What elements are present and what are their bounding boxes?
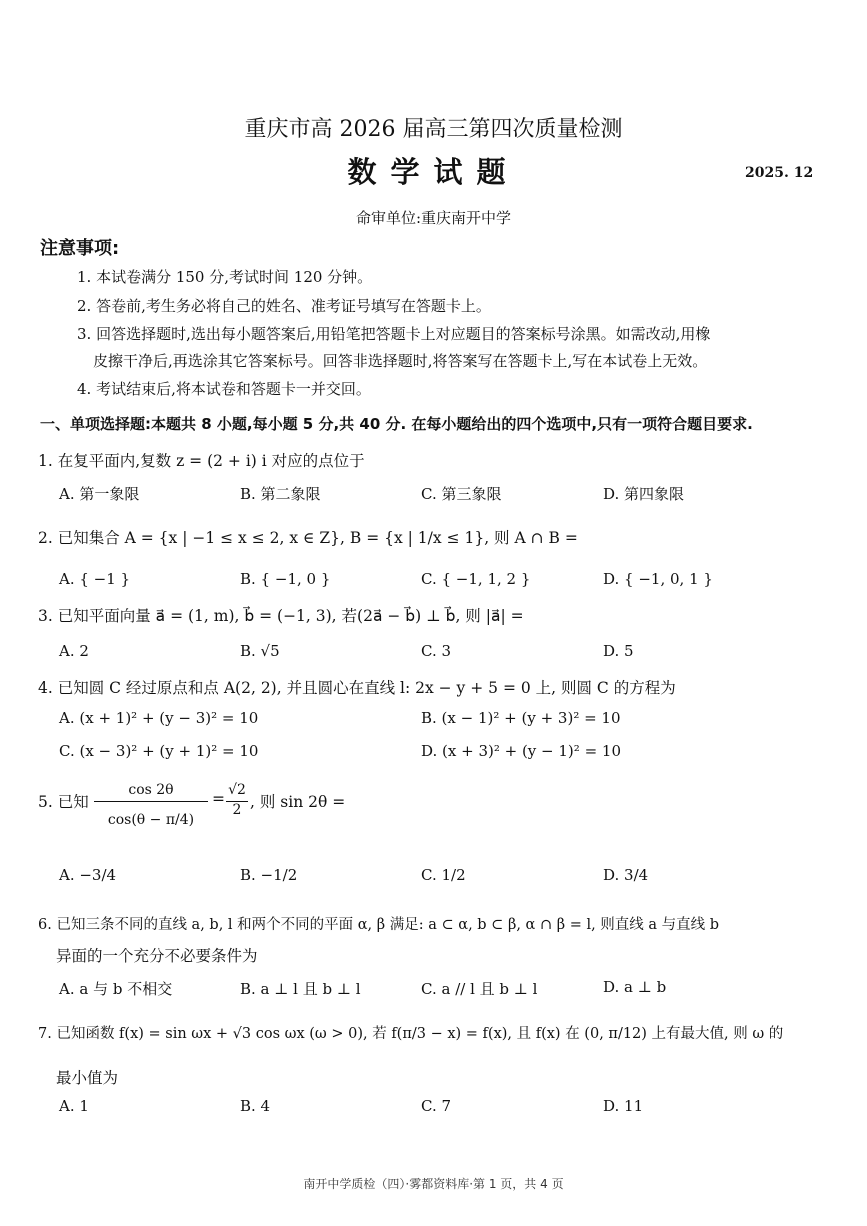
q5-rhs-numerator: √2	[228, 782, 246, 798]
q5-option-c: C. 1/2	[421, 866, 466, 884]
q1-option-d: D. 第四象限	[603, 485, 685, 503]
notice-item: 4. 考试结束后,将本试卷和答题卡一并交回。	[77, 380, 371, 398]
q2-option-b: B. { −1, 0 }	[240, 570, 331, 588]
q5-fraction-numerator: cos 2θ	[128, 782, 174, 798]
notice-item: 2. 答卷前,考生务必将自己的姓名、准考证号填写在答题卡上。	[77, 297, 491, 315]
question-7-stem: 7. 已知函数 f(x) = sin ωx + √3 cos ωx (ω > 0), 若 f(π/3 − x) = f(x), 且 f(x) 在 (0, π/12) 上有最大值, 则 ω 的	[38, 1026, 784, 1042]
q7-option-a: A. 1	[59, 1097, 89, 1115]
subject-title: 数学试题	[347, 155, 520, 189]
q4-option-a: A. (x + 1)² + (y − 3)² = 10	[59, 709, 259, 727]
question-6-stem-continued: 异面的一个充分不必要条件为	[56, 947, 258, 965]
notice-item: 1. 本试卷满分 150 分,考试时间 120 分钟。	[77, 268, 373, 286]
q4-option-d: D. (x + 3)² + (y − 1)² = 10	[421, 742, 621, 760]
q4-option-b: B. (x − 1)² + (y + 3)² = 10	[421, 709, 621, 727]
q5-rhs-denominator: 2	[232, 802, 242, 818]
q3-option-c: C. 3	[421, 642, 452, 660]
question-2-stem: 2. 已知集合 A = {x | −1 ≤ x ≤ 2, x ∈ Z}, B = {x | 1/x ≤ 1}, 则 A ∩ B =	[38, 529, 578, 547]
q5-option-a: A. −3/4	[59, 866, 117, 884]
q5-fraction-denominator: cos(θ − π/4)	[107, 812, 195, 828]
q5-option-d: D. 3/4	[603, 866, 649, 884]
q4-option-c: C. (x − 3)² + (y + 1)² = 10	[59, 742, 259, 760]
q2-option-a: A. { −1 }	[59, 570, 131, 588]
q3-option-b: B. √5	[240, 642, 280, 660]
question-1-stem: 1. 在复平面内,复数 z = (2 + i) i 对应的点位于	[38, 452, 365, 470]
q2-option-d: D. { −1, 0, 1 }	[603, 570, 713, 588]
question-6-stem: 6. 已知三条不同的直线 a, b, l 和两个不同的平面 α, β 满足: a ⊂ α, b ⊂ β, α ∩ β = l, 则直线 a 与直线 b	[38, 917, 720, 933]
setting-unit: 命审单位:重庆南开中学	[355, 209, 512, 227]
q7-option-d: D. 11	[603, 1097, 644, 1115]
notice-item-continued: 皮擦干净后,再选涂其它答案标号。回答非选择题时,将答案写在答题卡上,写在本试卷上无效。	[93, 352, 708, 370]
q5-suffix: , 则 sin 2θ =	[250, 793, 346, 811]
q6-option-d: D. a ⊥ b	[603, 978, 667, 996]
q3-option-d: D. 5	[603, 642, 634, 660]
q5-fraction-bar	[94, 801, 208, 802]
exam-title: 重庆市高 2026 届高三第四次质量检测	[244, 117, 623, 142]
question-3-stem: 3. 已知平面向量 a⃗ = (1, m), b⃗ = (−1, 3), 若(2a⃗ − b⃗) ⊥ b⃗, 则 |a⃗| =	[38, 607, 524, 625]
q5-option-b: B. −1/2	[240, 866, 298, 884]
q6-option-c: C. a // l 且 b ⊥ l	[421, 980, 538, 998]
q1-option-a: A. 第一象限	[59, 485, 140, 503]
q6-option-b: B. a ⊥ l 且 b ⊥ l	[240, 980, 361, 998]
q5-equals: =	[212, 790, 225, 808]
notice-heading: 注意事项:	[40, 238, 120, 259]
section-heading: 一、单项选择题:本题共 8 小题,每小题 5 分,共 40 分. 在每小题给出的四个选项中,只有一项符合题目要求.	[40, 415, 753, 433]
question-4-stem: 4. 已知圆 C 经过原点和点 A(2, 2), 并且圆心在直线 l: 2x − y + 5 = 0 上, 则圆 C 的方程为	[38, 679, 676, 697]
q7-option-c: C. 7	[421, 1097, 452, 1115]
q6-option-a: A. a 与 b 不相交	[59, 980, 173, 998]
q5-prefix: 5. 已知	[38, 793, 89, 811]
question-7-stem-continued: 最小值为	[56, 1069, 119, 1087]
page-footer: 南开中学质检（四）·雾都资料库·第 1 页，共 4 页	[303, 1177, 564, 1191]
notice-item: 3. 回答选择题时,选出每小题答案后,用铅笔把答题卡上对应题目的答案标号涂黑。如需改动,用橡	[77, 325, 711, 343]
exam-date: 2025. 12	[745, 165, 814, 181]
q3-option-a: A. 2	[59, 642, 89, 660]
q1-option-b: B. 第二象限	[240, 485, 321, 503]
q1-option-c: C. 第三象限	[421, 485, 502, 503]
q2-option-c: C. { −1, 1, 2 }	[421, 570, 531, 588]
q7-option-b: B. 4	[240, 1097, 271, 1115]
